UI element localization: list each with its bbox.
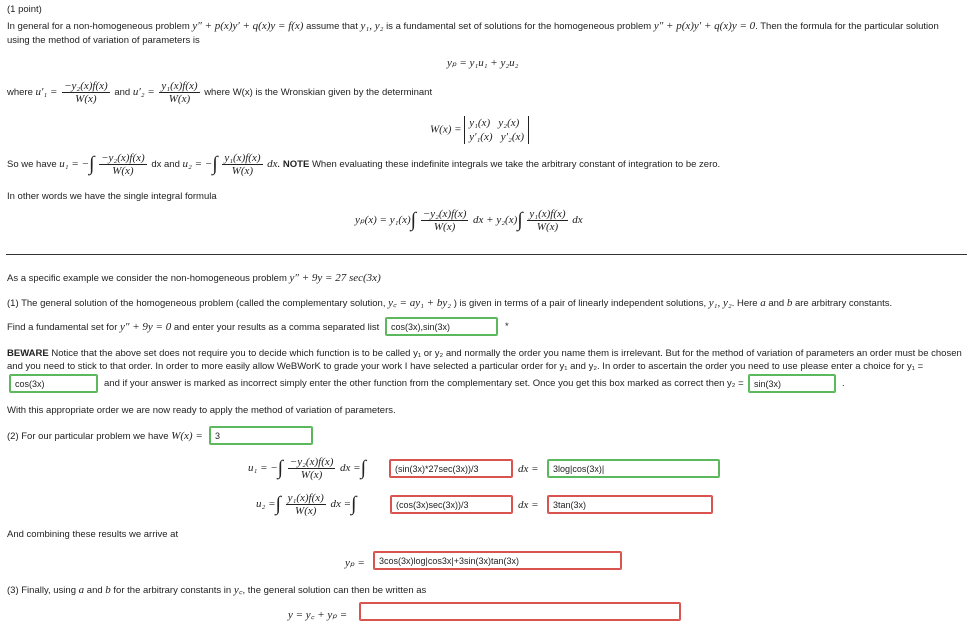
u1-prime-label: u′₁ =: [35, 86, 58, 99]
part1-text: (1) The general solution of the homogeneous problem (called the complementary solution,: [7, 298, 386, 309]
u1-integral-fraction: [99, 152, 147, 177]
u2-prime-fraction: [159, 80, 199, 105]
part2-line: [7, 430, 203, 442]
u2-row-num: y₁(x)f(x): [287, 492, 324, 504]
dx-end: dx: [572, 214, 583, 227]
part3-text: (3) Finally, using: [7, 585, 76, 596]
u2-row-fraction: [286, 492, 326, 517]
combine-text: And combining these results we arrive at: [7, 529, 179, 540]
u1-row-num: −y₂(x)f(x): [289, 456, 334, 468]
u1-integrand-input[interactable]: (sin(3x)*27sec(3x))/3: [389, 459, 513, 478]
u1-numerator: −y₂(x)f(x): [64, 80, 108, 92]
u1-int-num: −y₂(x)f(x): [101, 152, 145, 164]
single-num-1: −y₂(x)f(x): [422, 208, 467, 220]
yp-label: yₚ =: [345, 557, 365, 569]
integral-sign-icon: ∫: [360, 457, 367, 479]
y1-input[interactable]: cos(3x): [9, 374, 98, 393]
part1-a: a: [760, 297, 766, 309]
wronskian-text: where W(x) is the Wronskian given by the determinant: [204, 87, 433, 99]
find-line: [7, 321, 379, 333]
integral-sign-icon: ∫: [277, 457, 284, 479]
general-solution-label: y = y꜀ + yₚ =: [288, 609, 348, 621]
general-solution-input[interactable]: [359, 602, 681, 621]
wronskian-input[interactable]: 3: [209, 426, 313, 445]
part3-end: for the arbitrary constants in: [113, 585, 232, 596]
det-r2c2: y′₂(x): [500, 131, 525, 143]
required-star: *: [505, 321, 509, 332]
u2-integral-row: [256, 492, 357, 517]
determinant-matrix: [464, 116, 529, 144]
u-derivatives-line: [7, 80, 432, 105]
u2-dx-eq: dx =: [518, 499, 539, 511]
integral-sign-icon: ∫: [351, 493, 357, 515]
so-we-have: So we have: [7, 159, 57, 171]
integral-sign-icon: ∫: [275, 493, 281, 515]
u-integrals-line: [7, 152, 720, 177]
where-label: where: [7, 87, 33, 99]
u2-prime-label: u′₂ =: [132, 86, 155, 99]
u1-prime-fraction: [62, 80, 110, 105]
intro-end: . Then the formula for the particular solution: [755, 21, 939, 32]
find-end: and enter your results as a comma separated list: [173, 322, 380, 333]
part3-and: and: [86, 585, 103, 596]
u1-result-input[interactable]: 3log|cos(3x)|: [547, 459, 720, 478]
intro-line-2: using the method of variation of parameters is: [7, 35, 200, 46]
dx-period: dx.: [267, 158, 281, 171]
u2-integral-label: u₂ = −: [182, 158, 213, 171]
u2-numerator: y₁(x)f(x): [161, 80, 198, 92]
u1-lhs: u₁ = −: [248, 462, 278, 475]
integral-sign-icon: ∫: [212, 153, 218, 175]
single-formula-text: In other words we have the single integral formula: [7, 191, 217, 202]
part3-yc: y꜀: [233, 584, 243, 596]
beware-text-1: Notice that the above set does not require you to decide which function is to be called y₁ or y₂ and normally the order you name them is irrelevant. But for the method of variation of parameters an order must be chosen: [51, 348, 962, 359]
section-divider: [6, 254, 967, 255]
single-den-1: W(x): [433, 221, 456, 233]
find-eq: y″ + 9y = 0: [120, 321, 172, 333]
u1-denominator: W(x): [75, 93, 97, 105]
part1-and: and: [768, 298, 785, 309]
det-r1c1: y₁(x): [469, 117, 491, 129]
u2-int-den: W(x): [231, 165, 254, 177]
note-text: When evaluating these indefinite integrals we take the arbitrary constant of integration to be zero.: [311, 159, 721, 171]
u2-row-den: W(x): [295, 505, 317, 517]
integral-sign-icon: ∫: [517, 209, 523, 231]
u2-result-input[interactable]: 3tan(3x): [547, 495, 713, 514]
intro-eq2: y″ + p(x)y′ + q(x)y = 0: [653, 20, 756, 32]
intro-eq1: y″ + p(x)y′ + q(x)y = f(x): [192, 20, 304, 32]
u1-row-fraction: [288, 456, 336, 481]
find-text: Find a fundamental set for: [7, 322, 118, 333]
u1-row-den: W(x): [300, 469, 323, 481]
intro-prefix: In general for a non-homogeneous problem: [7, 21, 190, 32]
part1-line: [7, 295, 892, 310]
u2-integrand-input[interactable]: (cos(3x)sec(3x))/3: [390, 495, 513, 514]
ready-text: With this appropriate order we are now ready to apply the method of variation of parameters.: [7, 405, 396, 416]
u1-integral-row: [248, 456, 366, 481]
part1-end2: . Here: [731, 298, 758, 309]
yp-definition: yₚ = y₁u₁ + y₂u₂: [447, 57, 519, 69]
part3-end2: , the general solution can then be written as: [242, 585, 427, 596]
beware-line-1: [7, 348, 962, 359]
u1-integral-label: u₁ = −: [59, 158, 89, 171]
intro-line-1: [7, 20, 939, 32]
part1-b: b: [786, 297, 793, 309]
intro-y: y₁, y₂: [360, 20, 384, 32]
wronskian-label: W(x) =: [430, 123, 462, 136]
dx-and: dx and: [151, 159, 180, 171]
single-fraction-1: [421, 208, 469, 233]
u1-mid: dx =: [340, 462, 361, 475]
point-label: (1 point): [7, 4, 42, 15]
y2-input[interactable]: sin(3x): [748, 374, 836, 393]
u2-lhs: u₂ =: [256, 498, 276, 511]
part2-W: W(x) =: [171, 430, 203, 442]
single-integral-formula: [355, 208, 583, 233]
wronskian-determinant: [430, 116, 529, 144]
part1-eq: y꜀ = ay₁ + by₂: [388, 297, 452, 309]
beware-line-2: and you need to stick to that order. In order to more easily allow WeBWorK to grade your work I have selected a particular order for y₁ and y₂. In order to ascertain the order you need to use please enter a choice for y₁ =: [7, 361, 924, 372]
u2-denominator: W(x): [168, 93, 191, 105]
example-intro: [7, 272, 381, 284]
example-equation: y″ + 9y = 27 sec(3x): [289, 272, 381, 284]
fundamental-set-input[interactable]: cos(3x),sin(3x): [385, 317, 498, 336]
part3-a: a: [78, 584, 85, 596]
note-bold: NOTE: [282, 159, 310, 171]
yp-input[interactable]: 3cos(3x)log|cos3x|+3sin(3x)tan(3x): [373, 551, 622, 570]
det-r1c2: y₂(x): [498, 117, 520, 129]
part3-b: b: [105, 584, 111, 596]
integral-sign-icon: ∫: [88, 153, 95, 175]
u2-int-num: y₁(x)f(x): [224, 152, 261, 164]
part1-y: y₁, y₂: [708, 297, 732, 309]
yp-x-label: yₚ(x) = y₁(x): [355, 214, 411, 227]
part1-end: ) is given in terms of a pair of linearly independent solutions,: [453, 298, 707, 309]
beware-bold: BEWARE: [7, 348, 49, 359]
part1-end3: are arbitrary constants.: [794, 298, 893, 309]
single-den-2: W(x): [536, 221, 559, 233]
and-label: and: [114, 87, 131, 99]
u2-mid: dx =: [330, 498, 352, 511]
example-intro-text: As a specific example we consider the non-homogeneous problem: [7, 273, 287, 284]
part3-line: [7, 582, 426, 597]
beware-line-3: and if your answer is marked as incorrect simply enter the other function from the complementary set. Once you get this box marked as correct then y₂ =: [104, 378, 744, 389]
u1-dx-eq: dx =: [518, 463, 539, 475]
part2-text: (2) For our particular problem we have: [7, 431, 169, 442]
intro-mid2: is a fundamental set of solutions for the homogeneous problem: [386, 21, 652, 32]
integral-sign-icon: ∫: [410, 209, 417, 231]
single-fraction-2: [527, 208, 567, 233]
period: .: [842, 378, 845, 389]
det-r2c1: y′₁(x): [469, 131, 493, 143]
dx-plus: dx + y₂(x): [473, 214, 518, 227]
intro-mid: assume that: [306, 21, 358, 32]
single-num-2: y₁(x)f(x): [529, 208, 566, 220]
u2-integral-fraction: [222, 152, 262, 177]
u1-int-den: W(x): [112, 165, 134, 177]
